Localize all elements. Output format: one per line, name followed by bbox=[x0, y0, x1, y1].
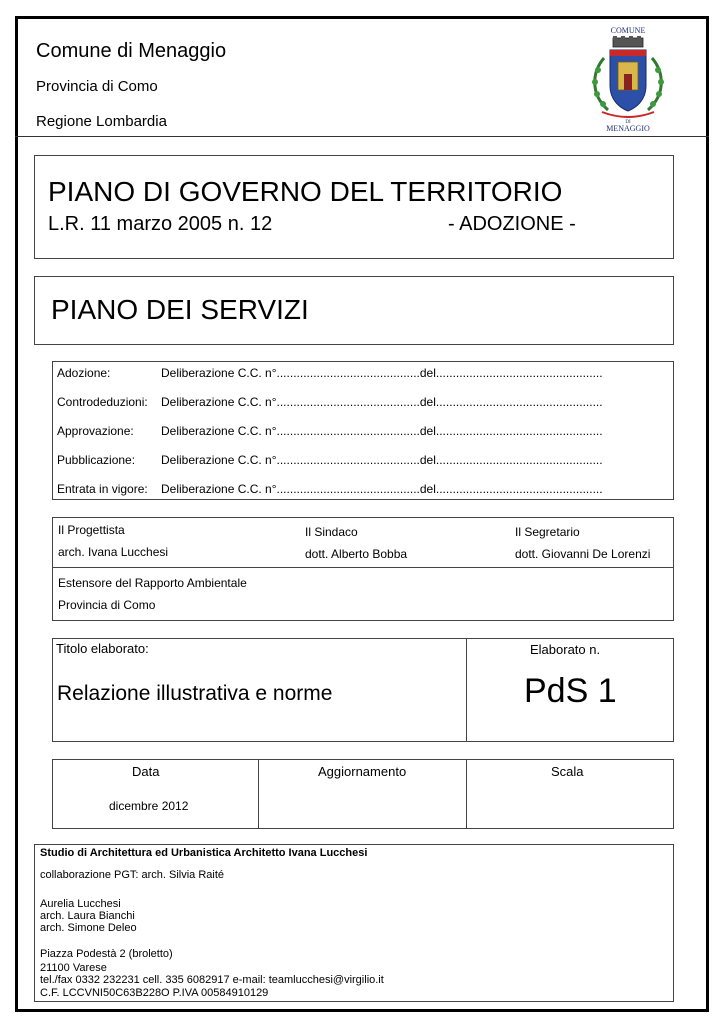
scala-label: Scala bbox=[551, 764, 584, 779]
estensore-name: Provincia di Como bbox=[58, 598, 156, 612]
meta-divider-2 bbox=[466, 759, 467, 829]
procedure-label: Controdeduzioni: bbox=[57, 395, 148, 409]
studio-name: Studio di Architettura ed Urbanistica Architetto Ivana Lucchesi bbox=[40, 847, 368, 859]
address-line: C.F. LCCVNI50C63B228O P.IVA 00584910129 bbox=[40, 987, 269, 999]
regione-name: Regione Lombardia bbox=[36, 113, 167, 130]
segretario-role: Il Segretario bbox=[515, 525, 580, 539]
plan-law: L.R. 11 marzo 2005 n. 12 bbox=[48, 213, 273, 235]
elaborato-number-label: Elaborato n. bbox=[530, 642, 601, 657]
signatories-divider bbox=[52, 567, 674, 568]
crest-mid-text: DI bbox=[625, 120, 631, 125]
address-line: Piazza Podestà 2 (broletto) bbox=[40, 948, 173, 960]
comune-name: Comune di Menaggio bbox=[36, 40, 227, 62]
titolo-value: Relazione illustrativa e norme bbox=[57, 682, 333, 705]
procedure-label: Pubblicazione: bbox=[57, 453, 136, 467]
address-line: tel./fax 0332 232231 cell. 335 6082917 e-mail: teamlucchesi@virgilio.it bbox=[40, 974, 384, 986]
team-member: Aurelia Lucchesi bbox=[40, 898, 121, 910]
procedure-text: Deliberazione C.C. n°...........................................del.................................................. bbox=[161, 424, 603, 438]
plan-title: PIANO DI GOVERNO DEL TERRITORIO bbox=[48, 176, 563, 207]
elaborato-number-value: PdS 1 bbox=[524, 672, 617, 710]
header-divider bbox=[15, 136, 709, 137]
plan-phase: - ADOZIONE - bbox=[448, 213, 576, 235]
crest-top-text: COMUNE bbox=[610, 26, 646, 35]
procedure-text: Deliberazione C.C. n°...........................................del.................................................. bbox=[161, 395, 603, 409]
elaborato-divider bbox=[466, 638, 467, 742]
sindaco-role: Il Sindaco bbox=[305, 525, 358, 539]
procedure-label: Adozione: bbox=[57, 366, 111, 380]
progettista-role: Il Progettista bbox=[58, 523, 125, 537]
data-value: dicembre 2012 bbox=[109, 799, 189, 813]
team-member: arch. Simone Deleo bbox=[40, 922, 137, 934]
estensore-role: Estensore del Rapporto Ambientale bbox=[58, 576, 247, 590]
procedure-label: Entrata in vigore: bbox=[57, 482, 148, 496]
procedure-text: Deliberazione C.C. n°...........................................del.................................................. bbox=[161, 366, 603, 380]
studio-collaboration: collaborazione PGT: arch. Silvia Raité bbox=[40, 869, 225, 881]
address-line: 21100 Varese bbox=[40, 962, 107, 974]
team-member: arch. Laura Bianchi bbox=[40, 910, 135, 922]
procedure-text: Deliberazione C.C. n°...........................................del.................................................. bbox=[161, 482, 603, 496]
coat-of-arms-logo bbox=[582, 22, 674, 134]
data-label: Data bbox=[132, 764, 160, 779]
crest-bottom-text: MENAGGIO bbox=[606, 124, 650, 133]
aggiornamento-label: Aggiornamento bbox=[318, 764, 407, 779]
meta-divider-1 bbox=[258, 759, 259, 829]
procedure-label: Approvazione: bbox=[57, 424, 134, 438]
document-title: PIANO DEI SERVIZI bbox=[51, 294, 309, 325]
segretario-name: dott. Giovanni De Lorenzi bbox=[515, 547, 651, 561]
progettista-name: arch. Ivana Lucchesi bbox=[58, 545, 169, 559]
titolo-label: Titolo elaborato: bbox=[56, 641, 149, 656]
provincia-name: Provincia di Como bbox=[36, 78, 158, 95]
sindaco-name: dott. Alberto Bobba bbox=[305, 547, 408, 561]
procedure-text: Deliberazione C.C. n°...........................................del.................................................. bbox=[161, 453, 603, 467]
